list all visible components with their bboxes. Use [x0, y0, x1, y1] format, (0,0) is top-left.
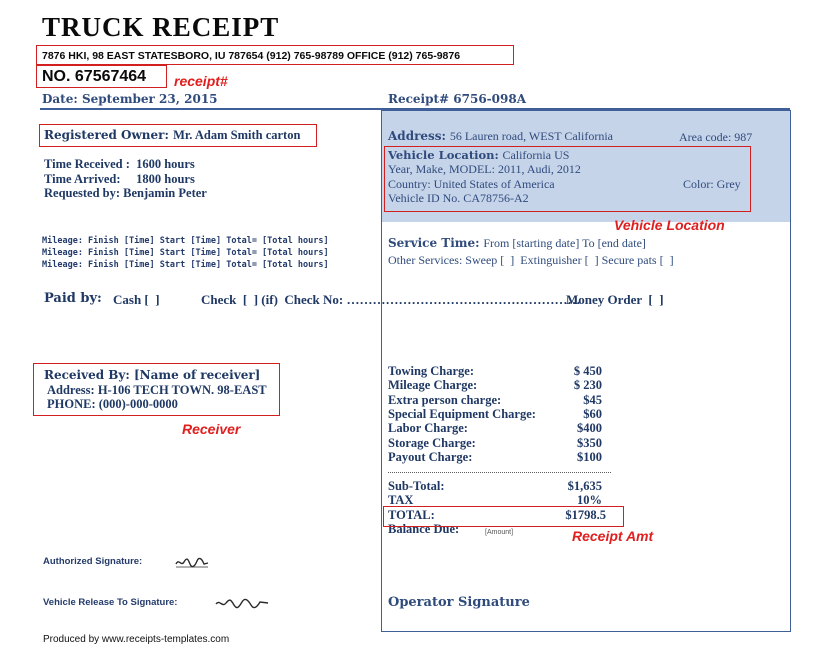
receipt-number: NO. 67567464	[42, 68, 147, 85]
special-equipment-charge-value: $60	[583, 407, 602, 421]
address-highlight-box	[36, 45, 514, 65]
payout-charge-value: $100	[577, 450, 602, 464]
service-time	[388, 236, 646, 251]
receiver-address: Address: H-106 TECH TOWN. 98-EAST	[47, 383, 267, 397]
service-time-value: From [starting date] To [end date]	[483, 236, 646, 250]
mileage-charge-value: $ 230	[573, 378, 602, 392]
registered-owner-name: Mr. Adam Smith carton	[173, 128, 301, 142]
vehicle-address-value: 56 Lauren road, WEST California	[449, 129, 614, 143]
requested-by: Requested by: Benjamin Peter	[44, 186, 207, 200]
vehicle-release-signature-label: Vehicle Release To Signature:	[43, 597, 178, 608]
paid-by-label: Paid by:	[44, 291, 102, 306]
mileage-line-3: Mileage: Finish [Time] Start [Time] Total= [Total hours]	[42, 260, 329, 270]
balance-due-value: [Amount]	[485, 529, 514, 536]
total-highlight-box	[383, 506, 624, 527]
company-address: 7876 HKI, 98 EAST STATESBORO, IU 787654 (912) 765-98789 OFFICE (912) 765-9876	[42, 50, 461, 62]
vehicle-country: Country: United States of America	[388, 177, 555, 191]
payout-charge-label: Payout Charge:	[388, 450, 473, 464]
registered-owner-label: Registered Owner:	[44, 128, 169, 142]
time-arrived: Time Arrived: 1800 hours	[44, 172, 195, 186]
labor-charge-label: Labor Charge:	[388, 421, 468, 435]
receipt-number-highlight-box	[36, 65, 167, 88]
vehicle-id: Vehicle ID No. CA78756-A2	[388, 191, 529, 205]
vehicle-address-label: Address:	[388, 129, 446, 143]
other-services: Other Services: Sweep [ ] Extinguisher [ ] Secure pats [ ]	[388, 253, 674, 267]
area-code: Area code: 987	[679, 130, 753, 144]
mileage-line-2: Mileage: Finish [Time] Start [Time] Total= [Total hours]	[42, 248, 329, 258]
time-received: Time Received : 1600 hours	[44, 157, 195, 171]
tax-label: TAX	[388, 493, 414, 507]
receiver-highlight-box	[33, 363, 280, 416]
operator-signature-label: Operator Signature	[388, 595, 530, 610]
check-checkbox[interactable]: Check [ ] (if) Check No: ………………………………………………	[201, 292, 581, 307]
extra-person-charge-value: $45	[583, 393, 602, 407]
mileage-line-1: Mileage: Finish [Time] Start [Time] Total= [Total hours]	[42, 236, 329, 246]
charges-divider	[388, 472, 611, 473]
receipt-number-annotation: receipt#	[174, 73, 228, 89]
receiver-phone: PHONE: (000)-000-0000	[47, 397, 178, 411]
balance-due-label: Balance Due:	[388, 522, 460, 536]
labor-charge-value: $400	[577, 421, 602, 435]
receipt-date: Date: September 23, 2015	[42, 92, 218, 106]
vehicle-location-label: Vehicle Location:	[388, 148, 499, 162]
subtotal-value: $1,635	[567, 479, 602, 493]
special-equipment-charge-label: Special Equipment Charge:	[388, 407, 536, 421]
receipt-amount-annotation: Receipt Amt	[572, 528, 654, 544]
subtotal-label: Sub-Total:	[388, 479, 445, 493]
storage-charge-value: $350	[577, 436, 602, 450]
towing-charge-value: $ 450	[573, 364, 602, 378]
extra-person-charge-label: Extra person charge:	[388, 393, 502, 407]
storage-charge-label: Storage Charge:	[388, 436, 476, 450]
vehicle-location-highlight-box	[384, 146, 751, 212]
receipt-reference: Receipt# 6756-098A	[388, 92, 527, 106]
cash-checkbox[interactable]: Cash [ ]	[113, 292, 160, 307]
towing-charge-label: Towing Charge:	[388, 364, 475, 378]
page-title: TRUCK RECEIPT	[42, 12, 280, 42]
money-order-checkbox[interactable]: Money Order [ ]	[566, 292, 664, 307]
vehicle-color: Color: Grey	[683, 177, 741, 191]
receiver-annotation: Receiver	[182, 421, 241, 437]
tax-value: 10%	[577, 493, 602, 507]
authorized-signature-image	[175, 556, 209, 571]
owner-highlight-box	[39, 124, 317, 147]
total-value: $1798.5	[565, 508, 606, 522]
year-make-model: Year, Make, MODEL: 2011, Audi, 2012	[388, 162, 581, 176]
authorized-signature-label: Authorized Signature:	[43, 556, 143, 567]
footer-credit: Produced by www.receipts-templates.com	[43, 634, 230, 645]
mileage-charge-label: Mileage Charge:	[388, 378, 478, 392]
received-by: Received By: [Name of receiver]	[44, 368, 261, 382]
vehicle-location-annotation: Vehicle Location	[614, 217, 725, 233]
service-time-label: Service Time:	[388, 236, 480, 250]
release-signature-image	[215, 597, 269, 612]
vehicle-address	[388, 129, 613, 144]
vehicle-location-value: California US	[502, 148, 570, 162]
total-label: TOTAL:	[388, 508, 435, 522]
